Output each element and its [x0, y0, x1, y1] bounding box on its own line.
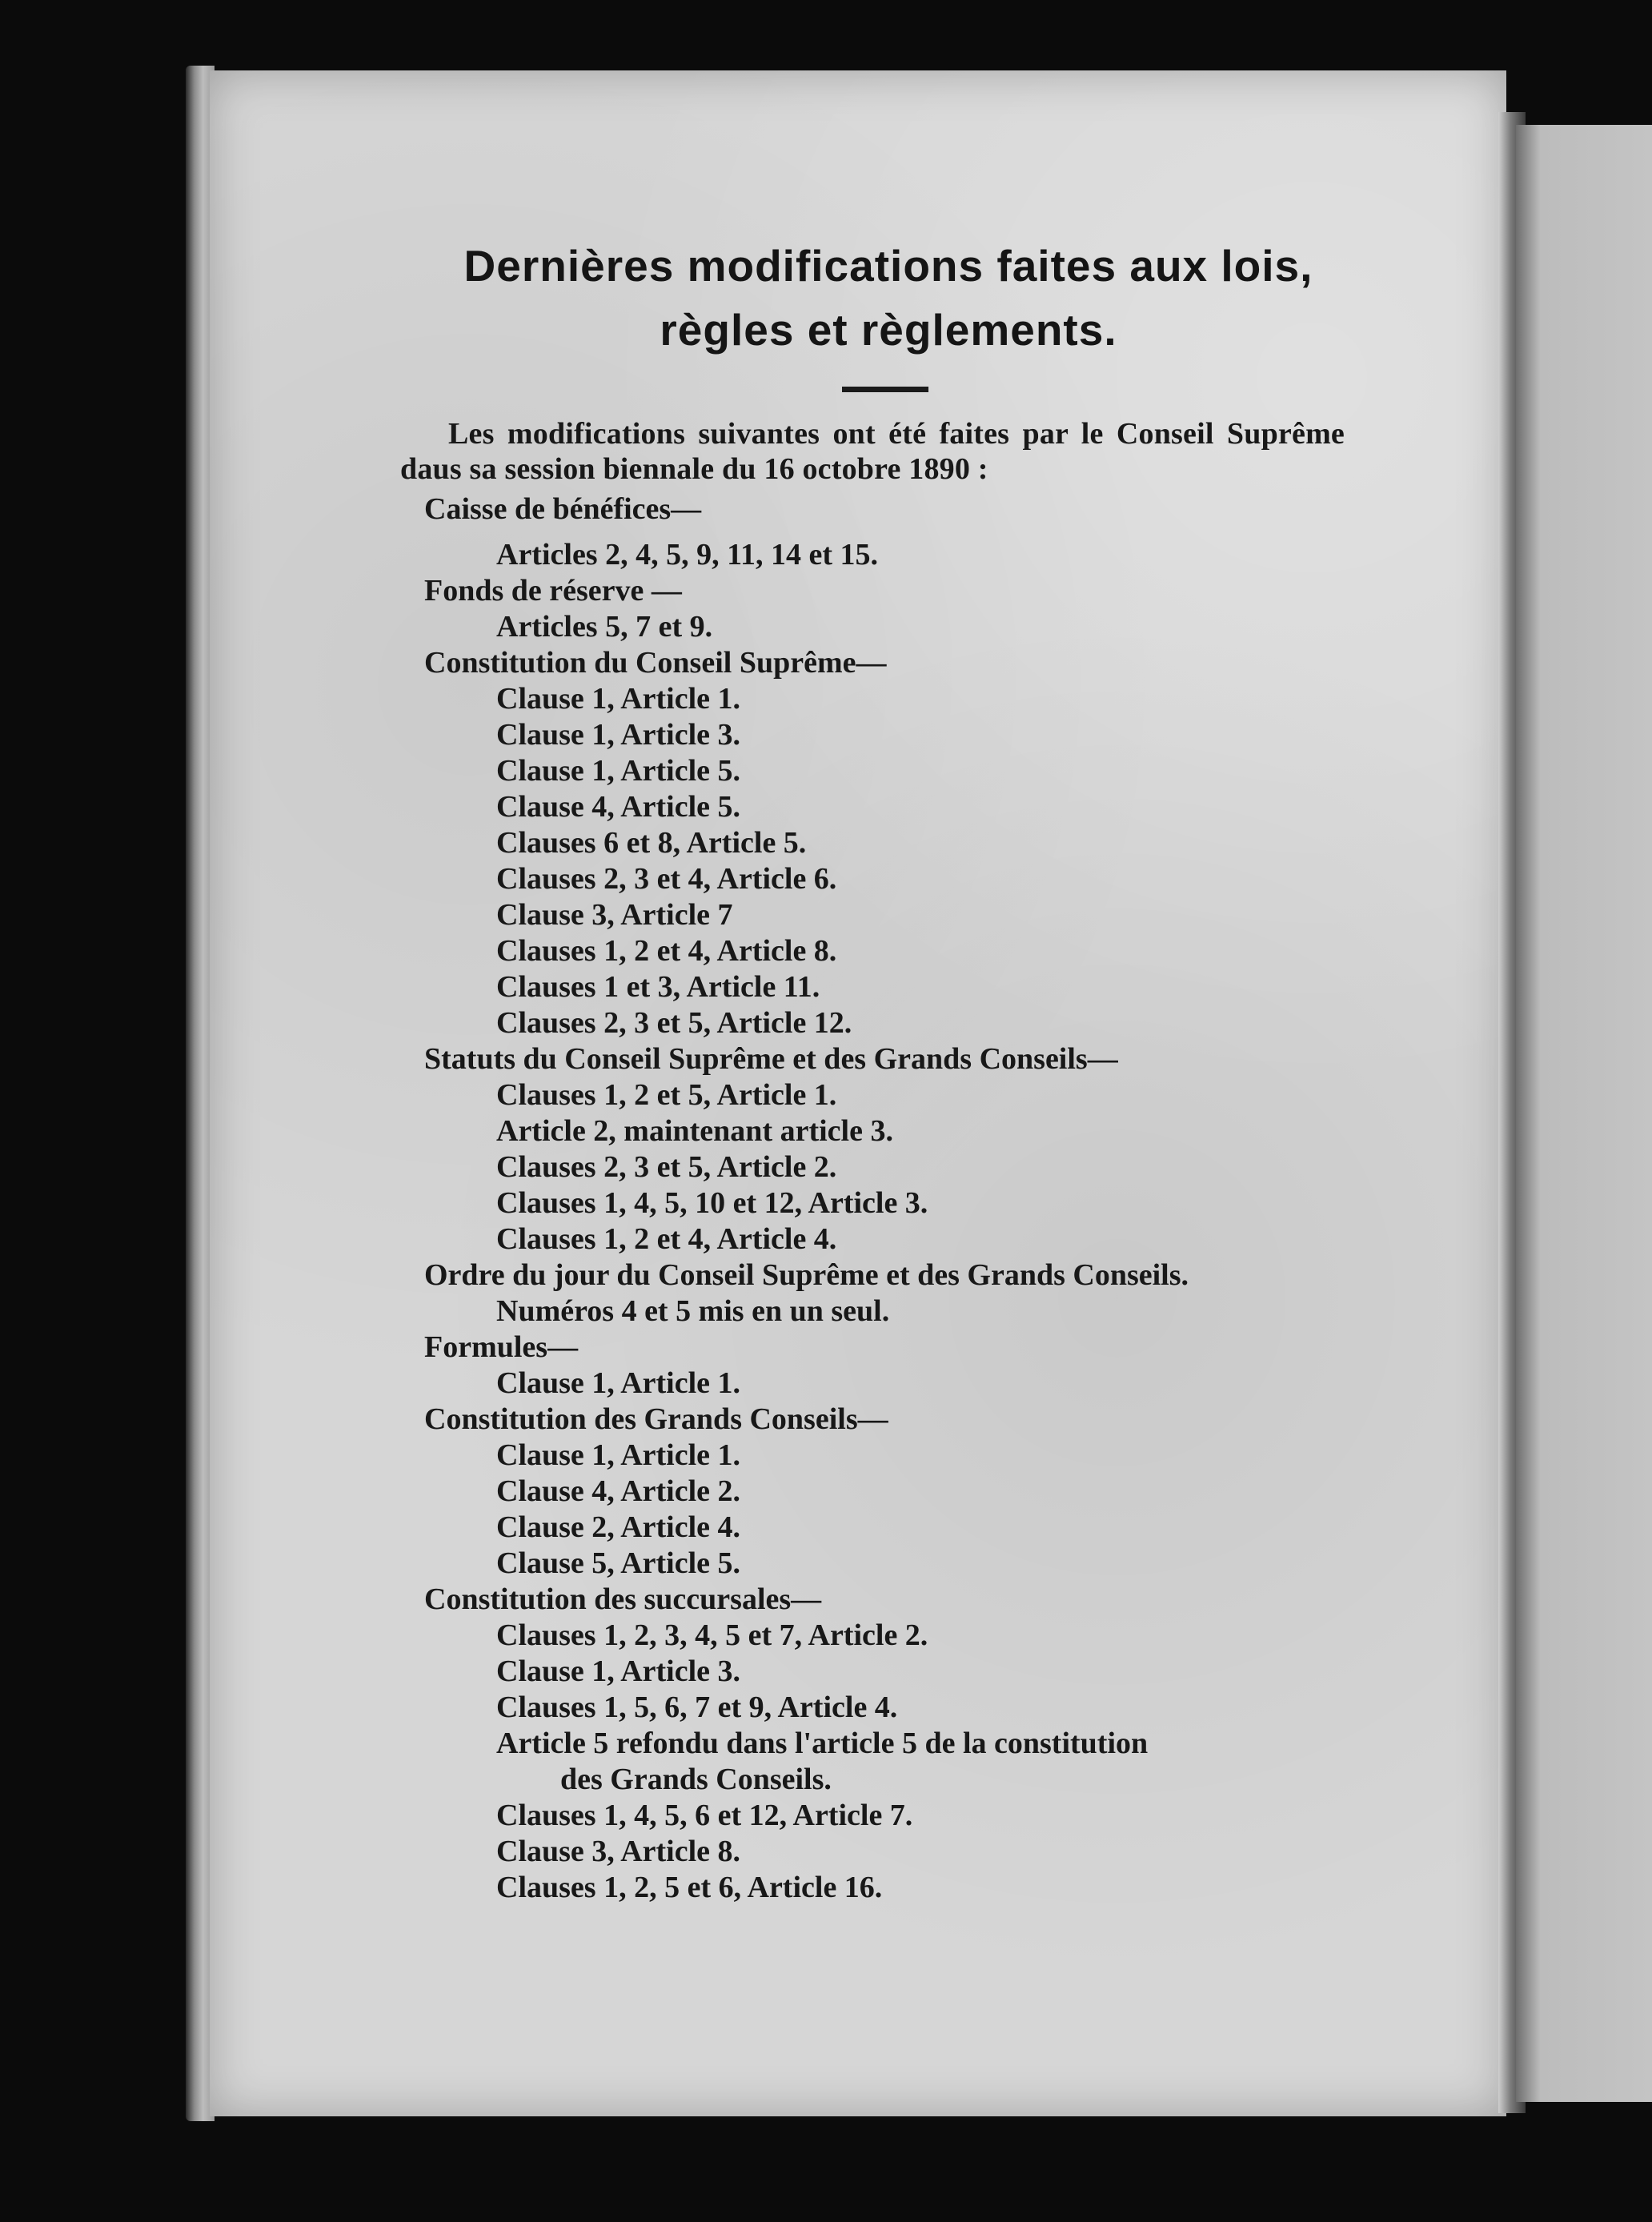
list-item: Article 5 refondu dans l'article 5 de la constitution: [496, 1727, 1149, 1760]
list-item: Article 2, maintenant article 3.: [496, 1114, 893, 1148]
list-item: Clauses 1 et 3, Article 11.: [496, 970, 820, 1004]
list-item: Clause 1, Article 1.: [496, 1366, 741, 1400]
spacer: [400, 527, 1409, 537]
list-item: Clauses 2, 3 et 5, Article 12.: [496, 1006, 852, 1040]
section-heading: Constitution des succursales—: [424, 1582, 822, 1616]
document-body: [400, 416, 1409, 1906]
adjacent-page: [1516, 125, 1652, 2102]
list-item: Clauses 1, 2 et 4, Article 8.: [496, 934, 837, 968]
page-title-line-1: Dernières modifications faites aux lois,: [463, 241, 1313, 291]
list-item: Clause 3, Article 7: [496, 898, 733, 932]
list-item: des Grands Conseils.: [560, 1763, 832, 1796]
list-item: Articles 2, 4, 5, 9, 11, 14 et 15.: [496, 538, 879, 572]
list-item: Clause 1, Article 5.: [496, 754, 741, 788]
list-item: Clauses 1, 5, 6, 7 et 9, Article 4.: [496, 1691, 898, 1724]
list-item: Clause 1, Article 1.: [496, 1438, 741, 1472]
list-item: Numéros 4 et 5 mis en un seul.: [496, 1294, 890, 1328]
page-title-line-2: règles et règlements.: [660, 305, 1117, 355]
list-item: Articles 5, 7 et 9.: [496, 610, 713, 644]
section-heading: Statuts du Conseil Suprême et des Grands Conseils—: [424, 1042, 1118, 1076]
list-item: Clauses 6 et 8, Article 5.: [496, 826, 807, 860]
page-title: [416, 234, 1361, 362]
list-item: Clause 3, Article 8.: [496, 1835, 741, 1868]
section-heading: Formules—: [424, 1330, 579, 1364]
intro-paragraph: Les modifications suivantes ont été faites par le Conseil Suprême daus sa session biennale du 16 octobre 1890 :: [400, 417, 1345, 486]
title-divider: [842, 387, 928, 392]
list-item: Clause 5, Article 5.: [496, 1546, 741, 1580]
list-item: Clauses 1, 2 et 5, Article 1.: [496, 1078, 837, 1112]
section-heading: Constitution des Grands Conseils—: [424, 1402, 888, 1436]
list-item: Clauses 1, 2, 5 et 6, Article 16.: [496, 1871, 883, 1904]
list-item: Clauses 1, 4, 5, 6 et 12, Article 7.: [496, 1799, 913, 1832]
list-item: Clauses 1, 2 et 4, Article 4.: [496, 1222, 837, 1256]
section-heading: Caisse de bénéfices—: [424, 492, 702, 526]
section-heading: Ordre du jour du Conseil Suprême et des Grands Conseils.: [424, 1258, 1189, 1292]
section-heading: Fonds de réserve —: [424, 574, 682, 608]
list-item: Clauses 1, 4, 5, 10 et 12, Article 3.: [496, 1186, 928, 1220]
list-item: Clause 4, Article 5.: [496, 790, 741, 824]
list-item: Clause 1, Article 3.: [496, 1654, 741, 1688]
list-item: Clause 2, Article 4.: [496, 1510, 741, 1544]
modifications-list: [400, 491, 1409, 1906]
section-heading: Constitution du Conseil Suprême—: [424, 646, 887, 680]
list-item: Clause 1, Article 1.: [496, 682, 741, 716]
list-item: Clauses 1, 2, 3, 4, 5 et 7, Article 2.: [496, 1618, 928, 1652]
list-item: Clauses 2, 3 et 5, Article 2.: [496, 1150, 837, 1184]
list-item: Clause 1, Article 3.: [496, 718, 741, 752]
list-item: Clause 4, Article 2.: [496, 1474, 741, 1508]
list-item: Clauses 2, 3 et 4, Article 6.: [496, 862, 837, 896]
